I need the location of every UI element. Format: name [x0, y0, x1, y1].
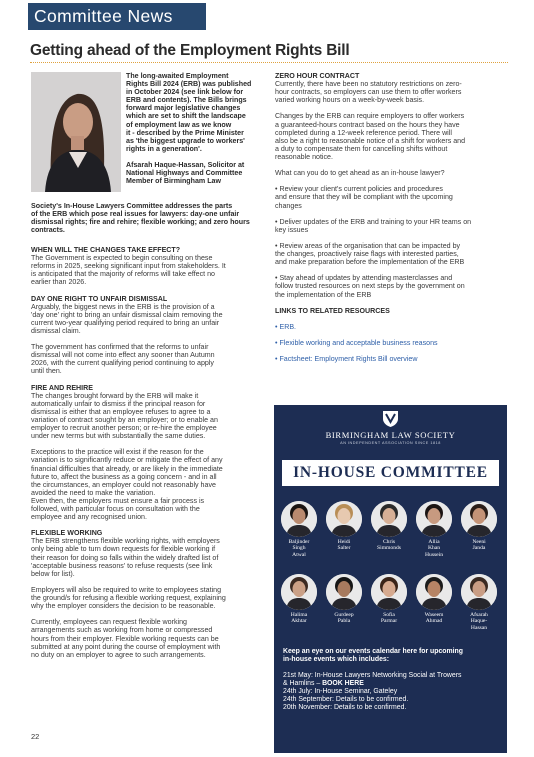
paragraph	[31, 295, 271, 335]
member-avatar	[416, 574, 452, 610]
intro-line: forward major legislative changes	[126, 104, 241, 113]
intro-line: which are set to shift the landscape	[126, 112, 246, 121]
crest-icon	[382, 410, 399, 428]
intro-line: of employment law as we know	[126, 120, 232, 129]
byline-line: Member of Birmingham Law	[126, 177, 221, 186]
paragraph-line: varied working hours on a week-by-week basis.	[275, 96, 425, 105]
paragraph-line: the circumstances, an employer could not reasonably have	[31, 480, 216, 489]
resource-link[interactable]: ERB.	[279, 322, 297, 331]
resource-link-item	[275, 355, 507, 363]
resource-link[interactable]: Factsheet: Employment Rights Bill overview	[279, 355, 418, 364]
paragraph-line: dismissal claim.	[31, 326, 81, 335]
paragraph-line: dismissal is either that an employee refuses to agree to a	[31, 407, 211, 416]
paragraph	[275, 274, 507, 298]
author-byline-continued	[31, 202, 269, 234]
event-text: 20th November: Details to be confirmed.	[283, 704, 407, 711]
paragraph	[31, 384, 271, 441]
member-name-line: Waseem	[424, 612, 444, 618]
paragraph-line: and ensure that they will be compliant with the upcoming	[275, 193, 453, 202]
paragraph-line: below for list).	[31, 569, 75, 578]
paragraph	[31, 448, 271, 521]
paragraph-line: followed, with particular focus on consultation with the	[31, 505, 200, 513]
paragraph-line: Arguably, the biggest news in the ERB is the provision of a	[31, 302, 215, 311]
paragraph-line: employee and any recognised union.	[31, 513, 147, 522]
event-text: & Hamlins –	[283, 680, 323, 687]
paragraph-line: avoided the need to make the variation.	[31, 488, 156, 497]
member-name	[411, 612, 457, 625]
paragraph-line: Currently, employees can request flexible working	[31, 618, 188, 627]
intro-line: ERB and contents). The Bills brings	[126, 96, 247, 105]
paragraph-line: the ground/s for refusing a flexible working request, explaining	[31, 594, 226, 603]
event-item	[283, 688, 499, 696]
byline-line: contracts.	[31, 226, 65, 235]
paragraph	[275, 72, 507, 104]
byline-line: National Highways and Committee	[126, 169, 243, 178]
paragraph	[31, 529, 271, 578]
event-text: 24th July: In-House Seminar, Gateley	[283, 688, 398, 695]
bullet-icon: •	[275, 355, 280, 364]
member-name	[456, 612, 502, 631]
resource-link-item	[275, 339, 507, 347]
org-name: BIRMINGHAM LAW SOCIETY	[325, 430, 456, 440]
member-name-line: Parmar	[380, 618, 398, 625]
event-item	[283, 680, 499, 688]
member-name-line: Neeni	[472, 539, 486, 545]
member-avatar	[281, 574, 317, 610]
member-avatar	[326, 501, 362, 537]
committee-member	[276, 574, 322, 625]
intro-line: in October 2024 (see link below for	[126, 88, 244, 97]
paragraph-line: the implementation of the ERB	[275, 290, 372, 299]
member-avatar	[461, 501, 497, 537]
paragraph-line: and make preparation before the implementation of the ERB	[275, 258, 465, 267]
paragraph-line: only being able to turn down requests for flexible working if	[31, 545, 216, 554]
paragraph-line: • Deliver updates of the ERB and training to your HR teams on	[275, 217, 472, 226]
events-lead	[283, 648, 499, 664]
paragraph-line: • Review areas of the organisation that can be impacted by	[275, 241, 461, 250]
paragraph-line: under new terms but with substantially the same duties.	[31, 432, 206, 441]
paragraph	[31, 246, 271, 286]
paragraph-line: a guaranteed-hours contract based on the hours they have	[275, 120, 460, 129]
member-name-line: Baljinder	[288, 539, 310, 545]
links-list	[275, 323, 507, 363]
member-name-line: Atwal	[292, 551, 306, 558]
section-heading: ZERO HOUR CONTRACT	[275, 72, 360, 80]
paragraph-line: Currently, there have been no statutory restrictions on zero-	[275, 80, 462, 89]
intro-line: as 'the biggest upgrade to workers'	[126, 136, 245, 145]
section-label: Committee News	[34, 6, 173, 26]
paragraph-line: Changes by the ERB can require employers to offer workers	[275, 112, 465, 121]
section-heading: FLEXIBLE WORKING	[31, 529, 103, 538]
member-name	[411, 539, 457, 558]
member-avatar	[281, 501, 317, 537]
paragraph-line: 2026, with the current qualifying period continuing to apply	[31, 359, 214, 368]
member-name-line: Halima	[290, 612, 308, 618]
events-block	[283, 648, 499, 712]
paragraph-line: employer to recruit another person; or re-hire the employee	[31, 424, 217, 433]
org-subtitle: AN INDEPENDENT ASSOCIATION SINCE 1818	[340, 441, 441, 445]
paragraph-line: the changes, proactively raise flags with interested parties,	[275, 250, 459, 259]
paragraph	[275, 169, 507, 177]
paragraph-line: What can you do to get ahead as an in-house lawyer?	[275, 169, 445, 178]
event-item	[283, 672, 499, 680]
paragraph-line: • Stay ahead of updates by attending masterclasses and	[275, 274, 453, 283]
committee-title: IN-HOUSE COMMITTEE	[293, 464, 488, 481]
member-name-line: Hussein	[424, 551, 444, 558]
committee-member	[411, 501, 457, 558]
member-avatar	[461, 574, 497, 610]
paragraph-line: future to, affect the business as a going concern - and in all	[31, 472, 217, 481]
member-avatar	[371, 574, 407, 610]
member-name	[456, 539, 502, 552]
article-column-right	[275, 72, 507, 371]
member-name	[276, 612, 322, 625]
member-name-line: Salter	[337, 545, 351, 552]
byline-line: Society's In-House Lawyers Committee addresses the parts	[31, 202, 233, 210]
byline-line: of the ERB which pose real issues for lawyers: day-one unfair	[31, 210, 240, 219]
author-photo	[31, 72, 121, 192]
member-name-line: Pabla	[337, 618, 351, 625]
paragraph-line: • Review your client's current policies and procedures	[275, 185, 443, 194]
paragraph-line: financial difficulties that already, or are likely in the immediate	[31, 464, 223, 473]
paragraph	[275, 185, 507, 209]
paragraph-line: 'day one' right to bring an unfair dismissal claim removing the	[31, 310, 223, 319]
member-name	[321, 612, 367, 625]
events-lead-line: Keep an eye on our events calendar here for upcoming	[283, 648, 463, 655]
paragraph	[275, 242, 507, 266]
events-lead-line: in-house events which includes:	[283, 656, 390, 663]
member-name-line: Khan	[427, 545, 441, 552]
paragraph-line: key issues	[275, 225, 309, 234]
committee-member	[411, 574, 457, 625]
paragraph-line: The Government is expected to begin consulting on these	[31, 254, 213, 263]
paragraph	[31, 586, 271, 610]
paragraph-line: why the employer considers the decision to be reasonable.	[31, 602, 216, 611]
paragraph-line: submitted at any point during the course of employment with	[31, 642, 221, 651]
member-name-line: Allia	[428, 539, 440, 545]
event-text: 24th September: Details to be confirmed.	[283, 696, 409, 703]
section-heading: FIRE AND REHIRE	[31, 383, 94, 392]
paragraph-line: is anticipated that the majority of reforms will take effect no	[31, 270, 215, 279]
committee-member	[321, 501, 367, 552]
resource-link[interactable]: Flexible working and acceptable business reasons	[279, 339, 438, 348]
member-name-line: Heidi	[337, 539, 351, 545]
bullet-icon: •	[275, 339, 280, 348]
intro-line: rights in a generation'.	[126, 144, 202, 153]
paragraph-line: arrangements such as working from home or compressed	[31, 626, 213, 635]
paragraph-line: their reason for doing so falls within the widely drafted list of	[31, 553, 219, 562]
intro-line: it - described by the Prime Minister	[126, 128, 244, 137]
paragraph-line: The ERB strengthens flexible working rights, with employers	[31, 537, 220, 546]
paragraph-line: follow trusted resources on next steps by the government on	[275, 282, 465, 291]
member-name-line: Chris	[382, 539, 396, 545]
event-text: 21st May: In-House Lawyers Networking Social at Trowers	[283, 672, 462, 679]
paragraph-line: reforms in 2025, seeking significant input from stakeholders. It	[31, 262, 226, 271]
paragraph-line: also be a right to reasonable notice of a shift for workers and	[275, 136, 466, 145]
paragraph-line: Even then, the employers must ensure a fair process is	[31, 496, 205, 505]
paragraph-line: variation of contract sought by an employer; or to enable an	[31, 415, 218, 424]
paragraph-line: completed during a 12-week reference period. There will	[275, 128, 452, 137]
section-header	[28, 3, 206, 30]
paragraph	[31, 618, 271, 658]
paragraph-line: earlier than 2026.	[31, 278, 87, 287]
article-column-left	[31, 246, 271, 667]
paragraph-line: dismissal will not come into effect any sooner than Autumn	[31, 351, 215, 360]
committee-member	[366, 574, 412, 625]
member-name-line: Singh	[292, 545, 306, 552]
member-name-line: Hassan	[470, 624, 488, 631]
book-here-link[interactable]: BOOK HERE	[322, 680, 364, 687]
member-avatar	[326, 574, 362, 610]
committee-member	[456, 574, 502, 631]
committee-title-band	[282, 460, 499, 486]
paragraph-line: Employers will also be required to write to employees stating	[31, 585, 222, 594]
member-name-line: Sofia	[383, 612, 395, 618]
paragraph	[275, 218, 507, 234]
paragraph-line: Exceptions to the practice will exist if the reason for the	[31, 448, 204, 457]
paragraph-line: 'acceptable business reasons' to refuse requests (see link	[31, 561, 213, 570]
section-heading: DAY ONE RIGHT TO UNFAIR DISMISSAL	[31, 294, 168, 303]
paragraph-line: current two-year qualifying period required to bring an unfair	[31, 318, 220, 327]
intro-paragraph	[126, 72, 266, 153]
member-name-line: Gurdeep	[334, 612, 354, 618]
committee-member	[276, 501, 322, 558]
committee-member	[366, 501, 412, 552]
byline-line: Afsarah Haque-Hassan, Solicitor at	[126, 161, 245, 170]
paragraph	[275, 112, 507, 161]
page-number: 22	[31, 732, 40, 741]
event-item	[283, 696, 499, 704]
committee-poster	[274, 405, 507, 753]
member-name-line: Akhtar	[291, 618, 307, 625]
member-name	[321, 539, 367, 552]
paragraph	[31, 343, 271, 375]
byline-line: dismissal rights; fire and rehire; flexible working; and zero hours	[31, 218, 250, 227]
member-name-line: Haque-	[470, 618, 488, 625]
paragraph-line: changes	[275, 201, 302, 210]
paragraph-line: variation is to significantly reduce or mitigate the effect of any	[31, 456, 223, 465]
member-name	[366, 612, 412, 625]
article-title: Getting ahead of the Employment Rights Bill	[30, 42, 350, 59]
paragraph-line: automatically unfair to dismiss if the principal reason for	[31, 399, 206, 408]
member-name-line: Ahmad	[425, 618, 443, 625]
paragraph-line: hours from their employer. Flexible working requests can be	[31, 634, 219, 643]
committee-member	[321, 574, 367, 625]
section-heading: WHEN WILL THE CHANGES TAKE EFFECT?	[31, 246, 181, 254]
member-avatar	[371, 501, 407, 537]
member-name-line: Simmonds	[377, 545, 401, 552]
committee-member	[456, 501, 502, 552]
member-name	[366, 539, 412, 552]
author-byline	[126, 161, 266, 185]
intro-line: Rights Bill 2024 (ERB) was published	[126, 80, 252, 89]
paragraph-line: no duty on an employer to agree to such arrangements.	[31, 650, 206, 659]
paragraph-line: hour contracts, so employers can use them to offer workers	[275, 88, 462, 97]
bullet-icon: •	[275, 322, 280, 331]
intro-line: The long-awaited Employment	[126, 72, 229, 80]
paragraph-line: reasonable notice.	[275, 152, 333, 161]
paragraph-line: The changes brought forward by the ERB will make it	[31, 391, 199, 400]
paragraph-line: until then.	[31, 367, 62, 376]
paragraph-line: The government has confirmed that the reforms to unfair	[31, 343, 209, 352]
links-heading: LINKS TO RELATED RESOURCES	[275, 306, 390, 315]
event-item	[283, 704, 499, 712]
paragraph-line: a duty to compensate them for cancelling shifts without	[275, 144, 448, 153]
member-avatar	[416, 501, 452, 537]
member-name-line: Afsarah	[470, 612, 488, 618]
article-intro	[126, 72, 266, 185]
member-name-line: Janda	[472, 545, 486, 552]
title-divider	[30, 62, 508, 63]
resource-link-item	[275, 323, 507, 331]
member-name	[276, 539, 322, 558]
